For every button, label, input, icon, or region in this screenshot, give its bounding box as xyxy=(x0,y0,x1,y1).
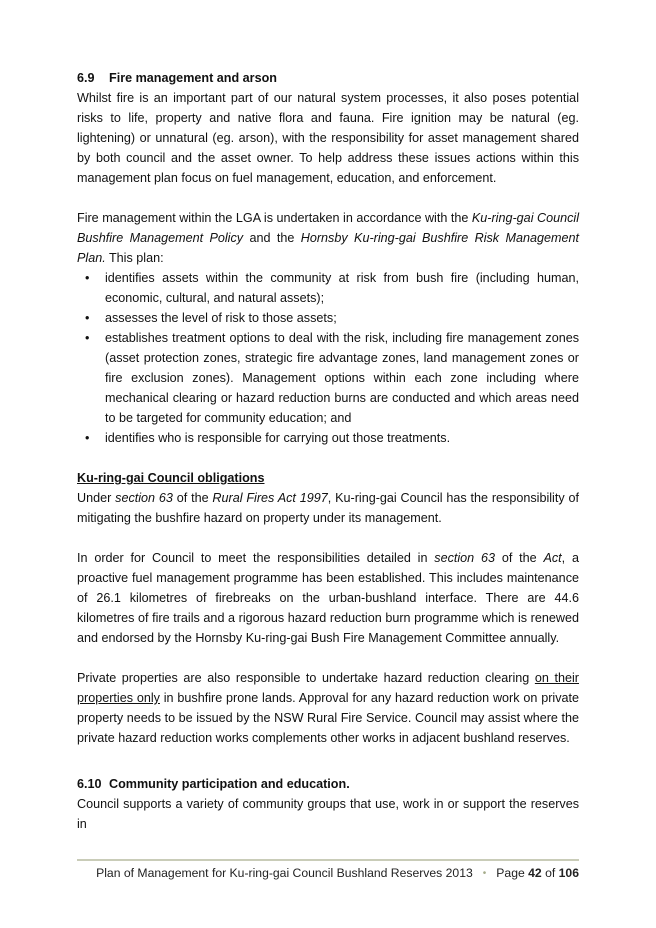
page-footer xyxy=(90,866,579,880)
paragraph: Council supports a variety of community groups that use, work in or support the reserves in xyxy=(77,797,579,831)
bullet-list xyxy=(77,268,579,448)
paragraph: Private properties are also responsible to undertake hazard reduction clearing on their properties only in bushfire prone lands. Approval for any hazard reduction work on private property needs to be issued by the NSW Rural Fire Service. Council may assist where the private hazard reduction works complements other works in adjacent bushland reserves. xyxy=(77,671,579,745)
paragraph: In order for Council to meet the responsibilities detailed in section 63 of the Act, a proactive fuel management programme has been established. This includes maintenance of 26.1 kilometres of firebreaks on the urban-bushland interface. There are 44.6 kilometres of fire trails and a rigorous hazard reduction burn programme which is renewed and endorsed by the Hornsby Ku-ring-gai Bush Fire Management Committee annually. xyxy=(77,551,579,645)
list-item: • establishes treatment options to deal with the risk, including fire management zones (asset protection zones, strategic fire advantage zones, land management zones or fire exclusion zones). Management options within each zone including where mechanical clearing or hazard reduction burns are conducted and which areas need to be targeted for community education; and xyxy=(105,328,579,428)
list-item: • identifies assets within the community at risk from bush fire (including human, economic, cultural, and natural assets); xyxy=(105,268,579,308)
section-number: 6.9 xyxy=(77,71,95,85)
separator-dot-icon: • xyxy=(482,867,487,879)
section-heading-6-10 xyxy=(77,774,579,794)
list-item: • assesses the level of risk to those assets; xyxy=(105,308,579,328)
paragraph: Under section 63 of the Rural Fires Act 1997, Ku-ring-gai Council has the responsibility of mitigating the bushfire hazard on property under its management. xyxy=(77,491,579,525)
paragraph: Whilst fire is an important part of our natural system processes, it also poses potential risks to life, property and native flora and fauna. Fire ignition may be natural (eg. lightening) or unnatural (eg. arson), with the responsibility for asset management shared by both council and the asset owner. To help address these issues actions within this management plan focus on fuel management, education, and enforcement. xyxy=(77,91,579,185)
paragraph: Fire management within the LGA is undertaken in accordance with the Ku-ring-gai Council Bushfire Management Policy and the Hornsby Ku-ring-gai Bushfire Risk Management Plan. This plan: xyxy=(77,211,579,265)
footer-title: Plan of Management for Ku-ring-gai Council Bushland Reserves 2013 xyxy=(96,866,473,880)
document-page xyxy=(77,68,579,834)
section-title: Fire management and arson xyxy=(109,71,277,85)
footer-divider xyxy=(77,859,579,861)
section-heading-6-9 xyxy=(77,68,579,88)
section-title: Community participation and education. xyxy=(109,777,350,791)
page-number: Page 42 of 106 xyxy=(496,866,579,880)
subheading-obligations: Ku-ring-gai Council obligations xyxy=(77,471,265,485)
list-item: • identifies who is responsible for carrying out those treatments. xyxy=(105,428,579,448)
section-number: 6.10 xyxy=(77,777,102,791)
